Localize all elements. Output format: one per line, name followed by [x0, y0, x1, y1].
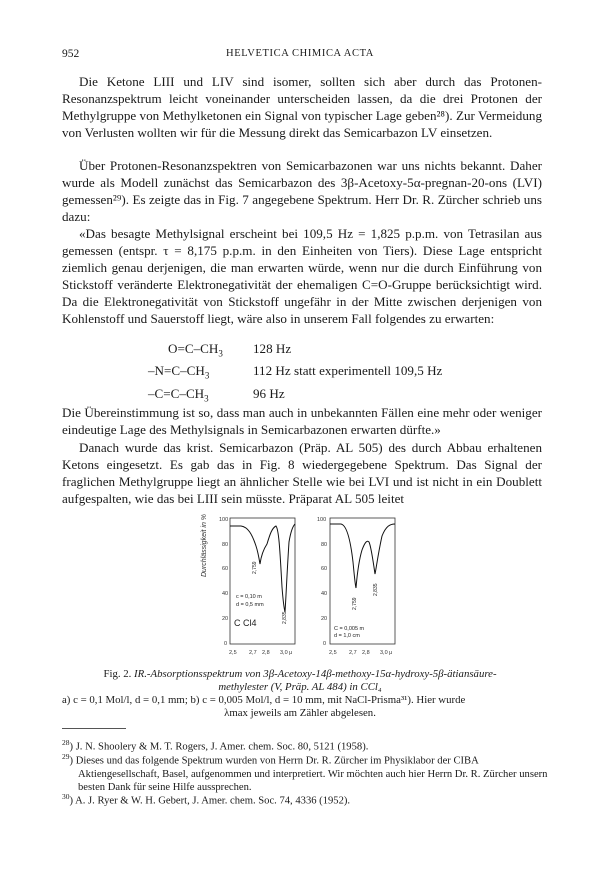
right-condition-2: d = 1,0 cm: [334, 633, 360, 639]
left-panel: [219, 517, 295, 656]
right-ytick-40: 40: [321, 591, 328, 597]
left-xtick-1: 2,5: [229, 650, 237, 656]
caption-label: Fig. 2.: [103, 668, 132, 680]
paragraph-2: Über Protonen-Resonanzspektren von Semicarbazonen war uns nichts bekannt. Daher wurde als Modell zunächst das Semicarbazon des 3β-Acetoxy-5α-pregnan-20-ons (LVI) gemessen²⁹). Es zeigte das in Fig. 7 angegebene Spektrum. Herr Dr. R. Zürcher schrieb uns dazu:: [62, 158, 542, 224]
left-xtick-3: 2,8: [262, 650, 270, 656]
figure-caption-line4: λmax jeweils am Zähler abgelesen.: [224, 707, 376, 719]
right-peak-label-2: 2,835: [373, 583, 379, 596]
left-ytick-60: 60: [222, 566, 229, 572]
left-peak-label-1: 2,759: [252, 561, 258, 574]
page-number: 952: [62, 48, 80, 60]
right-condition-1: C = 0,005 m: [334, 626, 365, 632]
paragraph-3: «Das besagte Methylsignal erscheint bei 109,5 Hz = 1,825 p.p.m. von Tetrasilan aus gemessen (entspr. τ = 8,175 p.p.m. in den Einheiten von Tiers). Diese Lage entspricht ziemlich genau derjenigen, die man erwarten würde, wenn nur die durch Einführung von Stickstoff veränderte Elektronegativität der ehemaligen C=O-Gruppe berücksichtigt wird. Da die Elektronegativität von Stickstoff ungefähr in der Mitte zwischen derjenigen von Kohlenstoff und Sauerstoff liegt, wäre also in unserem Fall folgendes zu erwarten:: [62, 226, 542, 326]
right-xtick-1: 2,5: [329, 650, 337, 656]
figure-caption-line3: a) c = 0,1 Mol/l, d = 0,1 mm; b) c = 0,005 Mol/l, d = 10 mm, mit NaCl-Prisma³¹). Hier wurde: [62, 694, 466, 706]
figure-caption-title-2: methylester (V, Präp. AL 484) in CCl₄: [218, 681, 382, 693]
left-ytick-20: 20: [222, 616, 229, 622]
right-xtick-3: 2,8: [362, 650, 370, 656]
right-ytick-60: 60: [321, 566, 328, 572]
figure-caption-title: [0, 668, 600, 682]
left-xtick-2: 2,7: [249, 650, 257, 656]
right-xtick-2: 2,7: [349, 650, 357, 656]
formula-2-value: 112 Hz statt experimentell 109,5 Hz: [253, 363, 443, 378]
footnote-29: $^{29}$) Dieses und das folgende Spektrum wurden von Herrn Dr. R. Zürcher im Physiklabor der CIBA Aktiengesellschaft, Basel, aufgenommen und interpretiert. Wir möchten auch hier Herrn Dr. R. Zürcher unsern besten Dank für seine Hilfe aussprechen.: [62, 752, 548, 793]
right-ytick-0: 0: [323, 641, 327, 647]
left-solvent: C Cl4: [234, 618, 257, 628]
right-ytick-100: 100: [317, 517, 327, 523]
left-condition-2: d = 0,5 mm: [236, 602, 264, 608]
left-peak-label-2: 2,835: [282, 611, 288, 624]
right-ytick-20: 20: [321, 616, 328, 622]
left-ytick-40: 40: [222, 591, 229, 597]
paragraph-5: Danach wurde das krist. Semicarbazon (Präp. AL 505) des durch Abbau erhaltenen Ketons eingesetzt. Es gab das in Fig. 8 wiedergegebene Spektrum. Das Signal der fraglichen Methylgruppe liegt an ähnlicher Stelle wie bei LVI und ist nicht in ein Doublett aufgespalten, wie das bei LIII sein müsste. Präparat AL 505 leitet: [62, 440, 542, 506]
y-axis-label: Durchlässigkeit in %: [201, 513, 208, 577]
footnote-rule: [62, 728, 126, 729]
formula-1-value: 128 Hz: [253, 341, 292, 356]
formula-1: $O=C-CH_3$: [168, 341, 223, 359]
footnote-30: $^{30}$) A. J. Ryer & W. H. Gebert, J. Amer. chem. Soc. 74, 4336 (1952).: [62, 792, 351, 807]
ir-spectrum-figure: [196, 512, 426, 662]
right-panel: [317, 517, 395, 656]
left-ytick-0: 0: [224, 641, 228, 647]
journal-title: HELVETICA CHIMICA ACTA: [226, 48, 374, 59]
formula-3: $-C=C-CH_3$: [148, 386, 209, 404]
paragraph-4: Die Übereinstimmung ist so, dass man auch in unbekannten Fällen eine mehr oder weniger eindeutige Lage des Methylsignals in Semicarbazonen erwarten dürfte.»: [62, 405, 542, 437]
paragraph-1: Die Ketone LIII und LIV sind isomer, sollten sich aber durch das Protonen-Resonanzspektrum leicht voneinander unterscheiden lassen, da die drei Protonen der Methylgruppe von Methylketonen ein Signal von typischer Lage geben²⁸). Zur Vermeidung von Verlusten wollten wir für die Messung direkt das Semicarbazon LV einsetzen.: [62, 74, 542, 140]
left-ytick-100: 100: [219, 517, 229, 523]
formula-3-value: 96 Hz: [253, 386, 285, 401]
left-condition-1: c = 0,10 m: [236, 594, 262, 600]
formula-2: $-N=C-CH_3$: [148, 363, 210, 381]
caption-title-line1: IR.-Absorptionsspektrum von 3β-Acetoxy-14β-methoxy-15α-hydroxy-5β-ätiansäure-: [134, 668, 497, 680]
footnote-28: $^{28}$) J. N. Shoolery & M. T. Rogers, J. Amer. chem. Soc. 80, 5121 (1958).: [62, 738, 369, 753]
right-peak-label-1: 2,759: [352, 597, 358, 610]
left-xtick-4: 3,0 μ: [280, 650, 293, 656]
right-xtick-4: 3,0 μ: [380, 650, 393, 656]
left-ytick-80: 80: [222, 542, 229, 548]
right-ytick-80: 80: [321, 542, 328, 548]
